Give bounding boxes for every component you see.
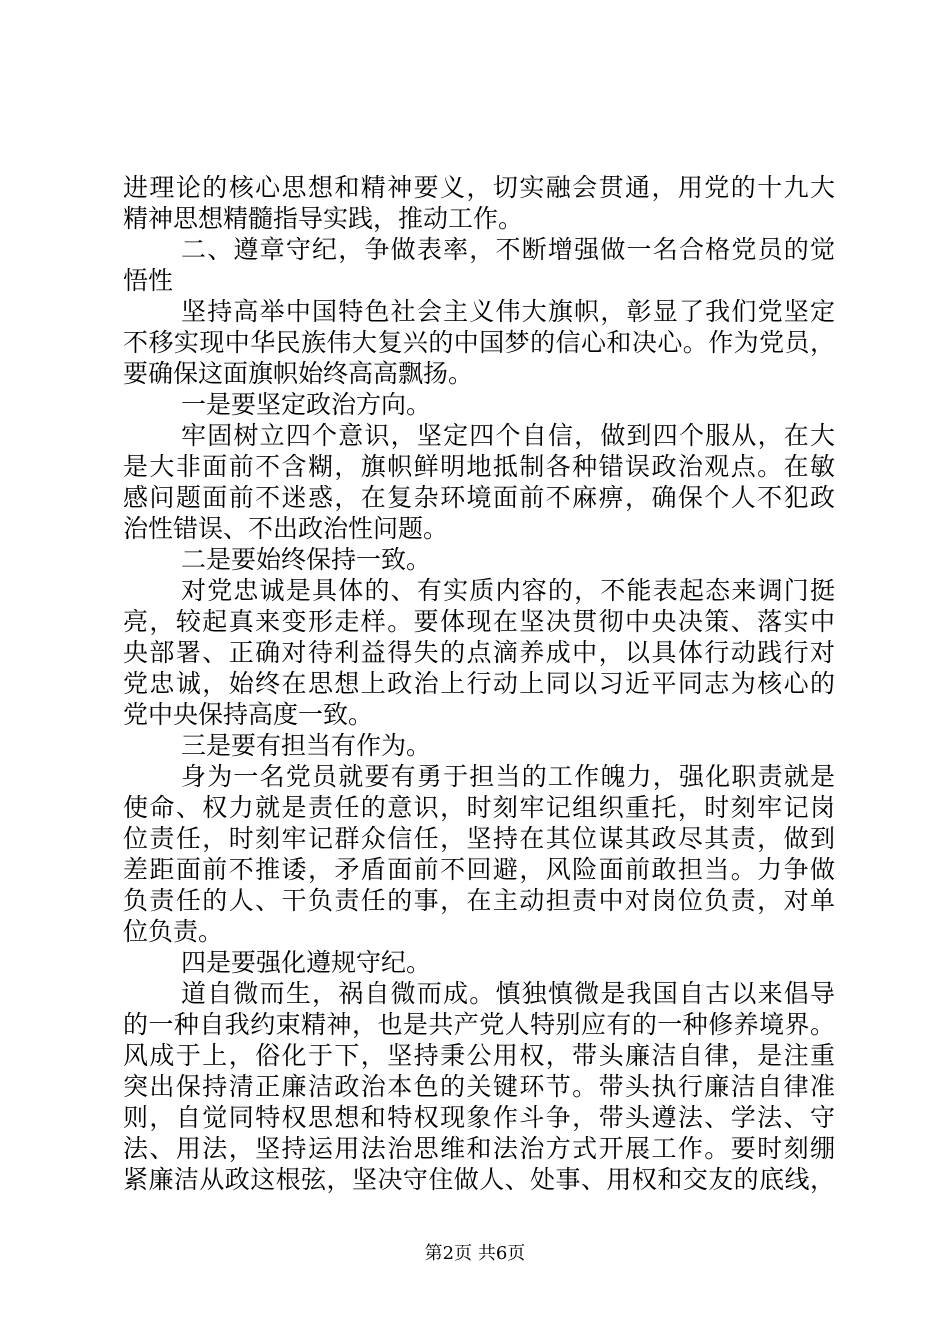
text-line: 差距面前不推诿，矛盾面前不回避，风险面前敢担当。力争做 <box>123 855 835 884</box>
text-line: 不移实现中华民族伟大复兴的中国梦的信心和决心。作为党员， <box>123 328 835 357</box>
text-line: 是大非面前不含糊，旗帜鲜明地抵制各种错误政治观点。在敏 <box>123 452 835 481</box>
text-line: 风成于上，俗化于下，坚持秉公用权，带头廉洁自律，是注重 <box>123 1041 835 1070</box>
page-footer: 第2页 共6页 <box>424 1243 526 1264</box>
text-line: 道自微而生，祸自微而成。慎独慎微是我国自古以来倡导 <box>181 979 835 1008</box>
text-line: 二、遵章守纪，争做表率，不断增强做一名合格党员的觉 <box>181 235 835 264</box>
text-line: 党忠诚，始终在思想上政治上行动上同以习近平同志为核心的 <box>123 669 835 698</box>
text-line: 的一种自我约束精神，也是共产党人特别应有的一种修养境界。 <box>123 1010 835 1039</box>
text-line: 进理论的核心思想和精神要义，切实融会贯通，用党的十九大 <box>123 173 835 202</box>
text-line: 精神思想精髓指导实践，推动工作。 <box>123 204 524 233</box>
text-line: 负责任的人、干负责任的事，在主动担责中对岗位负责，对单 <box>123 886 835 915</box>
text-line: 坚持高举中国特色社会主义伟大旗帜，彰显了我们党坚定 <box>181 297 835 326</box>
document-body <box>123 172 835 1195</box>
text-line: 突出保持清正廉洁政治本色的关键环节。带头执行廉洁自律准 <box>123 1072 835 1101</box>
text-line: 对党忠诚是具体的、有实质内容的，不能表起态来调门挺 <box>181 576 835 605</box>
text-line: 党中央保持高度一致。 <box>123 700 374 729</box>
text-line: 位责任，时刻牢记群众信任，坚持在其位谋其政尽其责，做到 <box>123 824 835 853</box>
text-line: 紧廉洁从政这根弦，坚决守住做人、处事、用权和交友的底线， <box>123 1165 835 1194</box>
text-line: 牢固树立四个意识，坚定四个自信，做到四个服从，在大 <box>181 421 835 450</box>
text-line: 亮，较起真来变形走样。要体现在坚决贯彻中央决策、落实中 <box>123 607 835 636</box>
text-line: 使命、权力就是责任的意识，时刻牢记组织重托，时刻牢记岗 <box>123 793 835 822</box>
text-line: 治性错误、不出政治性问题。 <box>123 514 449 543</box>
text-line: 身为一名党员就要有勇于担当的工作魄力，强化职责就是 <box>181 762 835 791</box>
text-line: 要确保这面旗帜始终高高飘扬。 <box>123 359 474 388</box>
text-line: 一是要坚定政治方向。 <box>181 390 432 419</box>
text-line: 则，自觉同特权思想和特权现象作斗争，带头遵法、学法、守 <box>123 1103 835 1132</box>
text-line: 位负责。 <box>123 917 224 946</box>
text-line: 感问题面前不迷惑，在复杂环境面前不麻痹，确保个人不犯政 <box>123 483 835 512</box>
text-line: 法、用法，坚持运用法治思维和法治方式开展工作。要时刻绷 <box>123 1134 835 1163</box>
text-line: 悟性 <box>123 266 174 295</box>
text-line: 二是要始终保持一致。 <box>181 545 432 574</box>
text-line: 央部署、正确对待利益得失的点滴养成中，以具体行动践行对 <box>123 638 835 667</box>
text-line: 四是要强化遵规守纪。 <box>181 948 432 977</box>
text-line: 三是要有担当有作为。 <box>181 731 432 760</box>
